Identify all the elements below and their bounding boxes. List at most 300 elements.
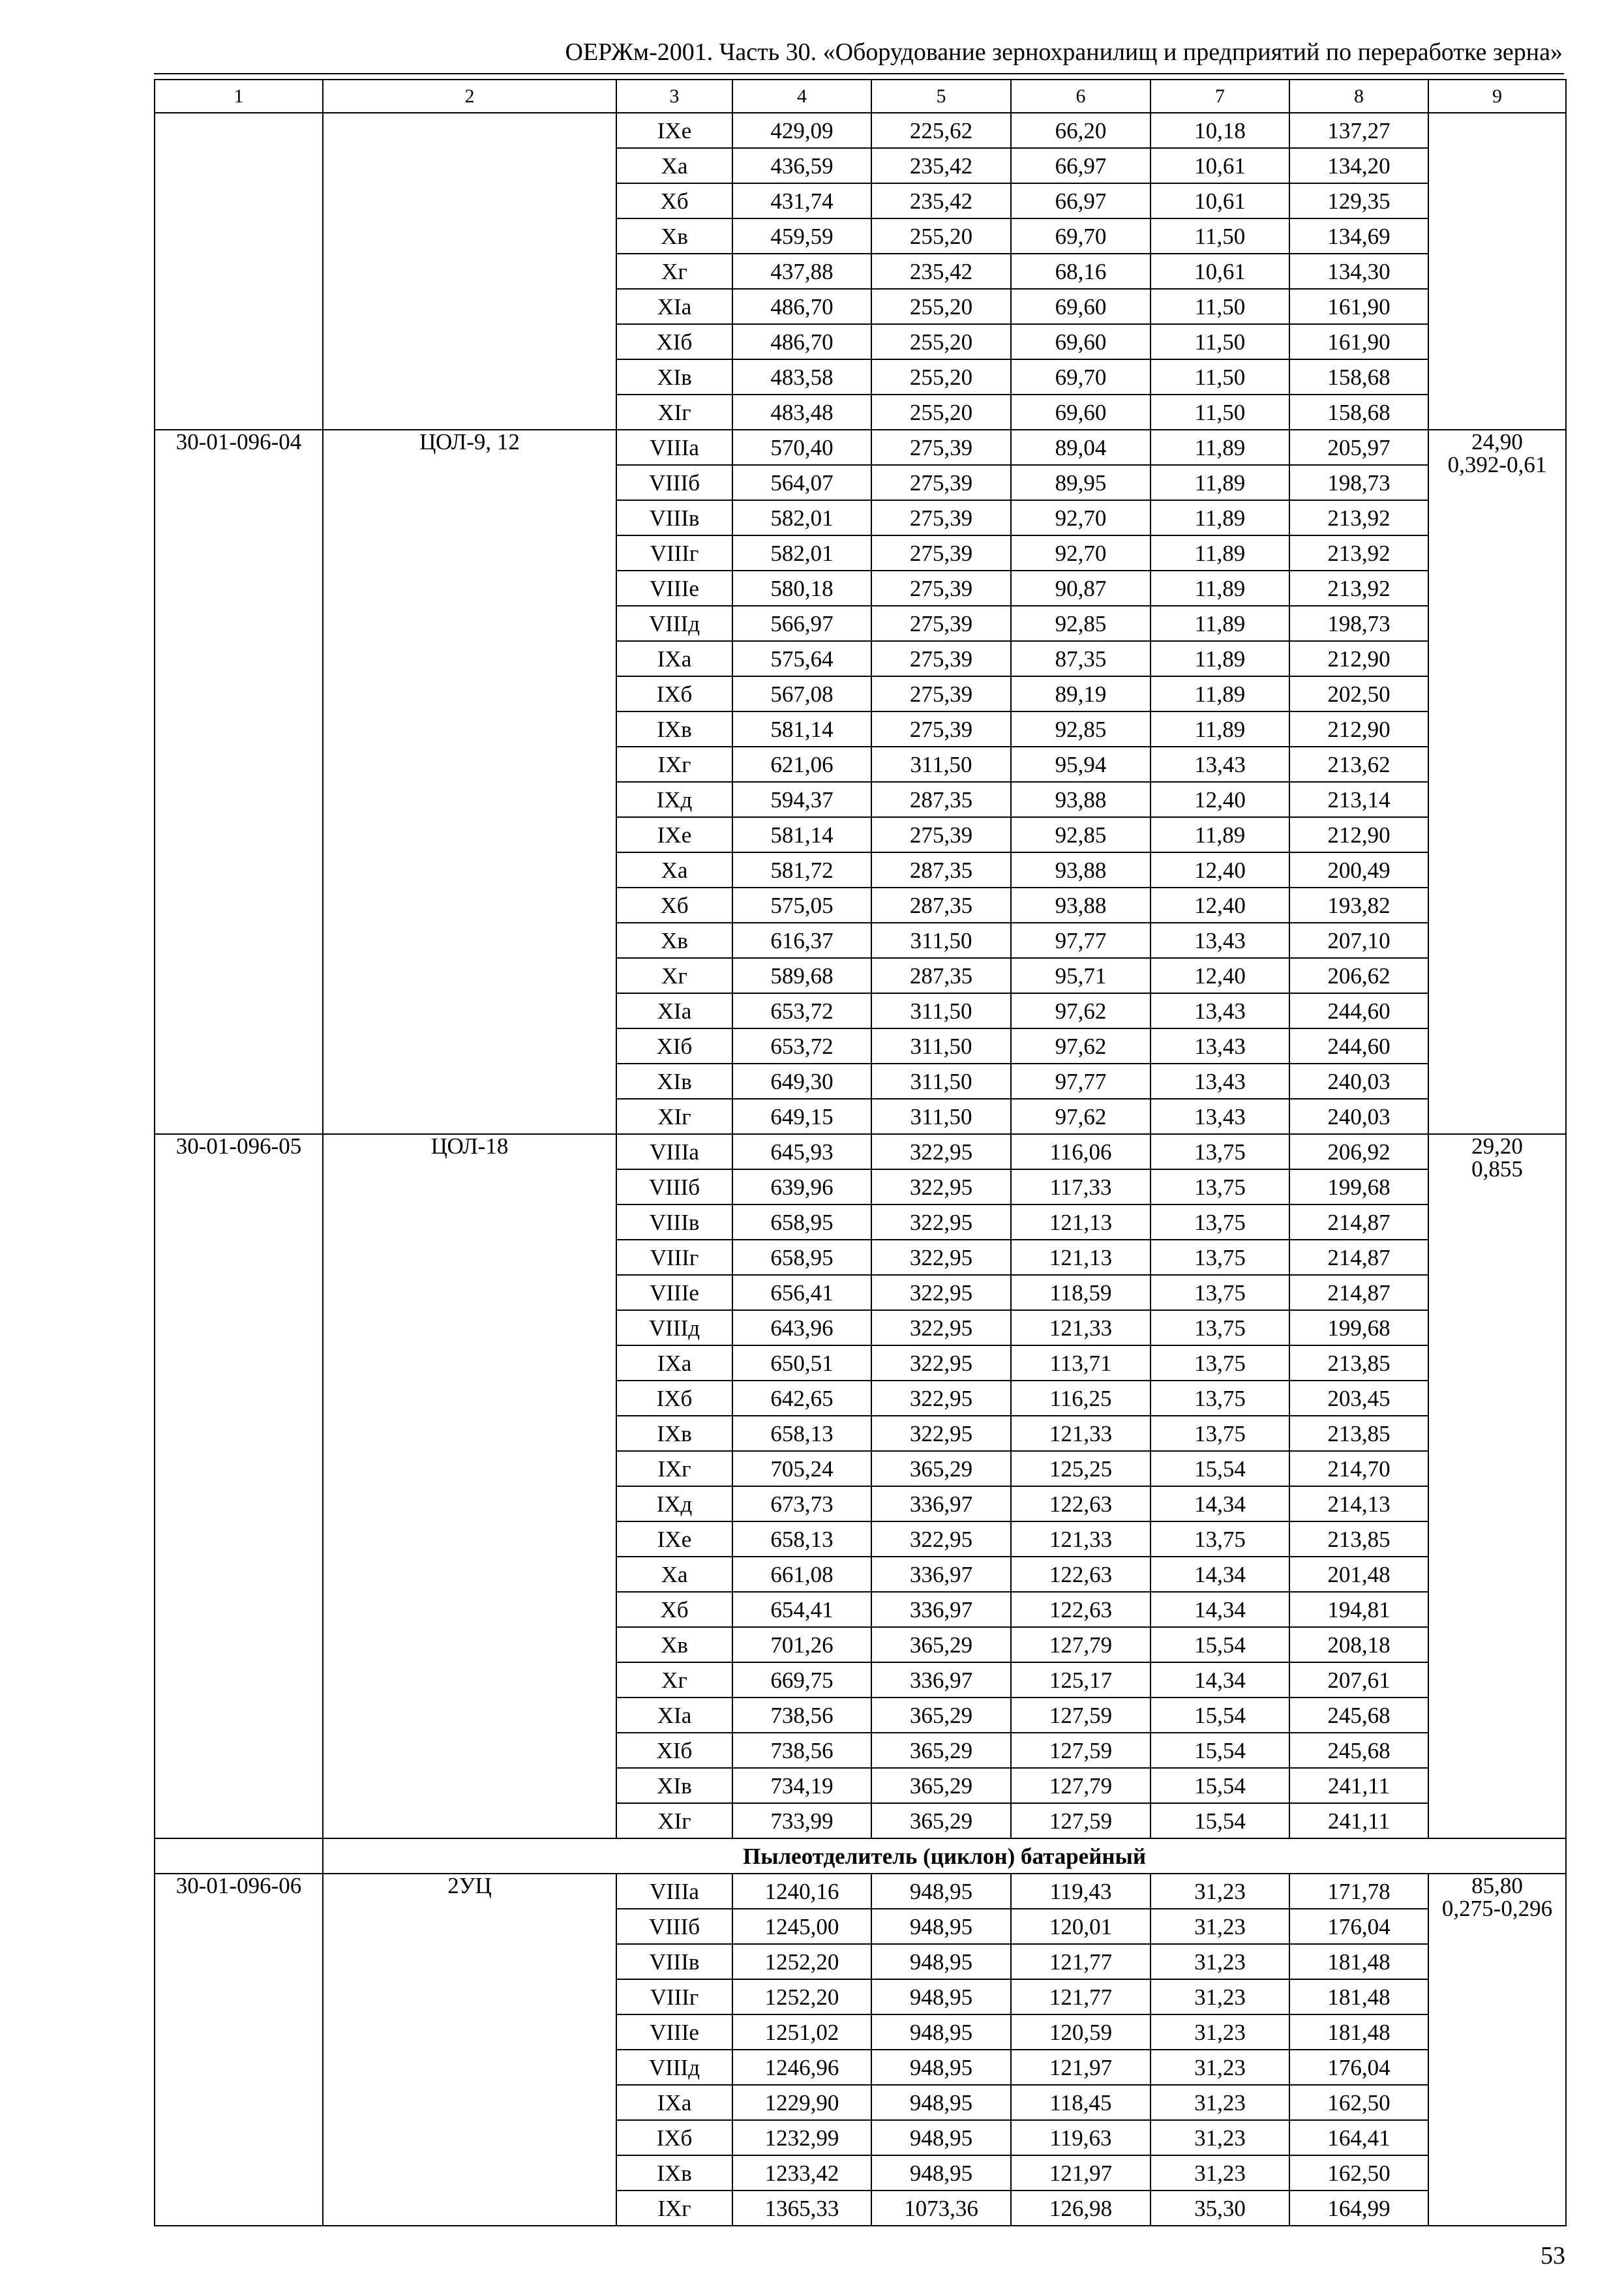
value-cell: 1073,36 bbox=[871, 2191, 1011, 2226]
value-cell: 11,50 bbox=[1150, 218, 1289, 254]
empty-cell bbox=[155, 1838, 323, 1874]
zone-cell: XIг bbox=[616, 1803, 732, 1838]
weight-cell bbox=[1428, 430, 1566, 1134]
value-cell: 948,95 bbox=[871, 2014, 1011, 2050]
value-cell: 322,95 bbox=[871, 1310, 1011, 1345]
zone-cell: Xа bbox=[616, 148, 732, 183]
value-cell: 193,82 bbox=[1289, 888, 1428, 923]
value-cell: 653,72 bbox=[732, 1028, 871, 1064]
value-cell: 13,43 bbox=[1150, 1028, 1289, 1064]
zone-cell: VIIIд bbox=[616, 606, 732, 641]
value-cell: 733,99 bbox=[732, 1803, 871, 1838]
equipment-name bbox=[323, 113, 616, 430]
value-cell: 127,59 bbox=[1011, 1803, 1150, 1838]
equipment-name: ЦОЛ-18 bbox=[323, 1134, 616, 1838]
value-cell: 255,20 bbox=[871, 359, 1011, 395]
value-cell: 275,39 bbox=[871, 465, 1011, 500]
value-cell: 171,78 bbox=[1289, 1874, 1428, 1909]
value-cell: 275,39 bbox=[871, 817, 1011, 852]
value-cell: 1240,16 bbox=[732, 1874, 871, 1909]
zone-cell: Xа bbox=[616, 1557, 732, 1592]
value-cell: 948,95 bbox=[871, 1874, 1011, 1909]
value-cell: 575,05 bbox=[732, 888, 871, 923]
value-cell: 158,68 bbox=[1289, 359, 1428, 395]
value-cell: 214,87 bbox=[1289, 1275, 1428, 1310]
value-cell: 11,50 bbox=[1150, 289, 1289, 324]
value-cell: 181,48 bbox=[1289, 1944, 1428, 1979]
value-cell: 200,49 bbox=[1289, 852, 1428, 888]
zone-cell: VIIIв bbox=[616, 1944, 732, 1979]
weight-value: 0,275-0,296 bbox=[1441, 1896, 1553, 1921]
zone-cell: VIIIб bbox=[616, 1909, 732, 1944]
value-cell: 275,39 bbox=[871, 641, 1011, 676]
value-cell: 15,54 bbox=[1150, 1768, 1289, 1803]
column-number: 3 bbox=[616, 80, 732, 113]
value-cell: 205,97 bbox=[1289, 430, 1428, 465]
value-cell: 1246,96 bbox=[732, 2050, 871, 2085]
value-cell: 235,42 bbox=[871, 254, 1011, 289]
weight-cell bbox=[1428, 113, 1566, 430]
value-cell: 654,41 bbox=[732, 1592, 871, 1627]
zone-cell: VIIIе bbox=[616, 571, 732, 606]
value-cell: 244,60 bbox=[1289, 993, 1428, 1028]
value-cell: 241,11 bbox=[1289, 1803, 1428, 1838]
value-cell: 13,75 bbox=[1150, 1521, 1289, 1557]
zone-cell: VIIIг bbox=[616, 1979, 732, 2014]
value-cell: 322,95 bbox=[871, 1345, 1011, 1381]
value-cell: 92,70 bbox=[1011, 535, 1150, 571]
value-cell: 645,93 bbox=[732, 1134, 871, 1169]
value-cell: 137,27 bbox=[1289, 113, 1428, 148]
column-number: 4 bbox=[732, 80, 871, 113]
value-cell: 120,59 bbox=[1011, 2014, 1150, 2050]
value-cell: 11,89 bbox=[1150, 711, 1289, 747]
value-cell: 97,62 bbox=[1011, 993, 1150, 1028]
zone-cell: VIIIб bbox=[616, 1169, 732, 1204]
value-cell: 14,34 bbox=[1150, 1557, 1289, 1592]
value-cell: 213,85 bbox=[1289, 1345, 1428, 1381]
weight-value: 29,20 bbox=[1471, 1134, 1523, 1159]
value-cell: 206,92 bbox=[1289, 1134, 1428, 1169]
value-cell: 639,96 bbox=[732, 1169, 871, 1204]
value-cell: 12,40 bbox=[1150, 782, 1289, 817]
value-cell: 311,50 bbox=[871, 1028, 1011, 1064]
weight-value: 85,80 bbox=[1471, 1874, 1523, 1898]
value-cell: 336,97 bbox=[871, 1592, 1011, 1627]
value-cell: 14,34 bbox=[1150, 1486, 1289, 1521]
value-cell: 90,87 bbox=[1011, 571, 1150, 606]
zone-cell: XIв bbox=[616, 1064, 732, 1099]
value-cell: 244,60 bbox=[1289, 1028, 1428, 1064]
value-cell: 92,85 bbox=[1011, 817, 1150, 852]
value-cell: 581,14 bbox=[732, 817, 871, 852]
value-cell: 11,89 bbox=[1150, 641, 1289, 676]
value-cell: 643,96 bbox=[732, 1310, 871, 1345]
value-cell: 122,63 bbox=[1011, 1592, 1150, 1627]
value-cell: 673,73 bbox=[732, 1486, 871, 1521]
value-cell: 322,95 bbox=[871, 1416, 1011, 1451]
value-cell: 119,43 bbox=[1011, 1874, 1150, 1909]
value-cell: 311,50 bbox=[871, 1099, 1011, 1134]
value-cell: 89,19 bbox=[1011, 676, 1150, 711]
value-cell: 311,50 bbox=[871, 993, 1011, 1028]
rate-code: 30-01-096-05 bbox=[155, 1134, 323, 1838]
value-cell: 117,33 bbox=[1011, 1169, 1150, 1204]
value-cell: 13,43 bbox=[1150, 923, 1289, 958]
value-cell: 119,63 bbox=[1011, 2120, 1150, 2155]
value-cell: 127,59 bbox=[1011, 1733, 1150, 1768]
weight-cell bbox=[1428, 1134, 1566, 1838]
zone-cell: Xг bbox=[616, 254, 732, 289]
value-cell: 31,23 bbox=[1150, 2155, 1289, 2191]
value-cell: 255,20 bbox=[871, 289, 1011, 324]
value-cell: 31,23 bbox=[1150, 2050, 1289, 2085]
value-cell: 311,50 bbox=[871, 923, 1011, 958]
value-cell: 483,58 bbox=[732, 359, 871, 395]
column-number: 6 bbox=[1011, 80, 1150, 113]
value-cell: 567,08 bbox=[732, 676, 871, 711]
value-cell: 322,95 bbox=[871, 1381, 1011, 1416]
value-cell: 948,95 bbox=[871, 2120, 1011, 2155]
value-cell: 206,62 bbox=[1289, 958, 1428, 993]
value-cell: 207,61 bbox=[1289, 1662, 1428, 1698]
value-cell: 214,70 bbox=[1289, 1451, 1428, 1486]
zone-cell: VIIIа bbox=[616, 1134, 732, 1169]
value-cell: 486,70 bbox=[732, 289, 871, 324]
value-cell: 656,41 bbox=[732, 1275, 871, 1310]
value-cell: 642,65 bbox=[732, 1381, 871, 1416]
value-cell: 575,64 bbox=[732, 641, 871, 676]
value-cell: 287,35 bbox=[871, 852, 1011, 888]
value-cell: 212,90 bbox=[1289, 711, 1428, 747]
value-cell: 93,88 bbox=[1011, 782, 1150, 817]
value-cell: 738,56 bbox=[732, 1698, 871, 1733]
value-cell: 113,71 bbox=[1011, 1345, 1150, 1381]
value-cell: 431,74 bbox=[732, 183, 871, 218]
value-cell: 97,62 bbox=[1011, 1099, 1150, 1134]
zone-cell: VIIIг bbox=[616, 1240, 732, 1275]
value-cell: 31,23 bbox=[1150, 1909, 1289, 1944]
zone-cell: Xв bbox=[616, 218, 732, 254]
value-cell: 661,08 bbox=[732, 1557, 871, 1592]
value-cell: 365,29 bbox=[871, 1627, 1011, 1662]
value-cell: 241,11 bbox=[1289, 1768, 1428, 1803]
value-cell: 68,16 bbox=[1011, 254, 1150, 289]
value-cell: 199,68 bbox=[1289, 1169, 1428, 1204]
value-cell: 621,06 bbox=[732, 747, 871, 782]
value-cell: 118,59 bbox=[1011, 1275, 1150, 1310]
value-cell: 158,68 bbox=[1289, 395, 1428, 430]
value-cell: 95,94 bbox=[1011, 747, 1150, 782]
value-cell: 322,95 bbox=[871, 1169, 1011, 1204]
value-cell: 208,18 bbox=[1289, 1627, 1428, 1662]
value-cell: 213,92 bbox=[1289, 571, 1428, 606]
value-cell: 213,92 bbox=[1289, 535, 1428, 571]
value-cell: 12,40 bbox=[1150, 852, 1289, 888]
value-cell: 13,75 bbox=[1150, 1275, 1289, 1310]
value-cell: 162,50 bbox=[1289, 2155, 1428, 2191]
zone-cell: IXб bbox=[616, 1381, 732, 1416]
value-cell: 31,23 bbox=[1150, 2014, 1289, 2050]
value-cell: 948,95 bbox=[871, 1979, 1011, 2014]
value-cell: 15,54 bbox=[1150, 1733, 1289, 1768]
zone-cell: VIIIе bbox=[616, 1275, 732, 1310]
value-cell: 14,34 bbox=[1150, 1662, 1289, 1698]
value-cell: 162,50 bbox=[1289, 2085, 1428, 2120]
value-cell: 213,85 bbox=[1289, 1521, 1428, 1557]
value-cell: 207,10 bbox=[1289, 923, 1428, 958]
value-cell: 11,89 bbox=[1150, 676, 1289, 711]
value-cell: 97,77 bbox=[1011, 1064, 1150, 1099]
value-cell: 120,01 bbox=[1011, 1909, 1150, 1944]
value-cell: 365,29 bbox=[871, 1768, 1011, 1803]
table-row bbox=[155, 1134, 1566, 1169]
table-row bbox=[155, 1874, 1566, 1909]
value-cell: 15,54 bbox=[1150, 1627, 1289, 1662]
value-cell: 948,95 bbox=[871, 1909, 1011, 1944]
value-cell: 69,60 bbox=[1011, 324, 1150, 359]
value-cell: 11,89 bbox=[1150, 535, 1289, 571]
value-cell: 336,97 bbox=[871, 1557, 1011, 1592]
value-cell: 199,68 bbox=[1289, 1310, 1428, 1345]
value-cell: 213,92 bbox=[1289, 500, 1428, 535]
value-cell: 122,63 bbox=[1011, 1486, 1150, 1521]
value-cell: 97,62 bbox=[1011, 1028, 1150, 1064]
zone-cell: VIIIв bbox=[616, 500, 732, 535]
zone-cell: IXе bbox=[616, 113, 732, 148]
zone-cell: IXб bbox=[616, 2120, 732, 2155]
value-cell: 365,29 bbox=[871, 1698, 1011, 1733]
value-cell: 322,95 bbox=[871, 1204, 1011, 1240]
zone-cell: XIа bbox=[616, 1698, 732, 1733]
value-cell: 566,97 bbox=[732, 606, 871, 641]
value-cell: 116,06 bbox=[1011, 1134, 1150, 1169]
value-cell: 580,18 bbox=[732, 571, 871, 606]
value-cell: 214,13 bbox=[1289, 1486, 1428, 1521]
value-cell: 213,62 bbox=[1289, 747, 1428, 782]
value-cell: 616,37 bbox=[732, 923, 871, 958]
value-cell: 118,45 bbox=[1011, 2085, 1150, 2120]
value-cell: 31,23 bbox=[1150, 1979, 1289, 2014]
value-cell: 93,88 bbox=[1011, 888, 1150, 923]
zone-cell: XIв bbox=[616, 359, 732, 395]
value-cell: 134,20 bbox=[1289, 148, 1428, 183]
value-cell: 322,95 bbox=[871, 1521, 1011, 1557]
value-cell: 240,03 bbox=[1289, 1064, 1428, 1099]
value-cell: 13,75 bbox=[1150, 1204, 1289, 1240]
value-cell: 127,59 bbox=[1011, 1698, 1150, 1733]
value-cell: 564,07 bbox=[732, 465, 871, 500]
zone-cell: IXв bbox=[616, 2155, 732, 2191]
value-cell: 311,50 bbox=[871, 1064, 1011, 1099]
value-cell: 11,89 bbox=[1150, 571, 1289, 606]
value-cell: 134,69 bbox=[1289, 218, 1428, 254]
zone-cell: Xб bbox=[616, 888, 732, 923]
value-cell: 287,35 bbox=[871, 958, 1011, 993]
value-cell: 125,25 bbox=[1011, 1451, 1150, 1486]
value-cell: 12,40 bbox=[1150, 888, 1289, 923]
value-cell: 176,04 bbox=[1289, 2050, 1428, 2085]
table-row bbox=[155, 430, 1566, 465]
value-cell: 69,70 bbox=[1011, 218, 1150, 254]
value-cell: 203,45 bbox=[1289, 1381, 1428, 1416]
value-cell: 255,20 bbox=[871, 395, 1011, 430]
value-cell: 12,40 bbox=[1150, 958, 1289, 993]
value-cell: 1252,20 bbox=[732, 1979, 871, 2014]
value-cell: 10,18 bbox=[1150, 113, 1289, 148]
value-cell: 486,70 bbox=[732, 324, 871, 359]
value-cell: 11,89 bbox=[1150, 465, 1289, 500]
value-cell: 93,88 bbox=[1011, 852, 1150, 888]
zone-cell: Xг bbox=[616, 958, 732, 993]
value-cell: 705,24 bbox=[732, 1451, 871, 1486]
weight-cell bbox=[1428, 1874, 1566, 2226]
value-cell: 15,54 bbox=[1150, 1803, 1289, 1838]
value-cell: 121,77 bbox=[1011, 1944, 1150, 1979]
value-cell: 121,13 bbox=[1011, 1240, 1150, 1275]
value-cell: 214,87 bbox=[1289, 1204, 1428, 1240]
value-cell: 10,61 bbox=[1150, 254, 1289, 289]
value-cell: 275,39 bbox=[871, 535, 1011, 571]
value-cell: 66,97 bbox=[1011, 183, 1150, 218]
value-cell: 121,77 bbox=[1011, 1979, 1150, 2014]
value-cell: 10,61 bbox=[1150, 148, 1289, 183]
value-cell: 13,43 bbox=[1150, 1064, 1289, 1099]
value-cell: 13,75 bbox=[1150, 1134, 1289, 1169]
value-cell: 570,40 bbox=[732, 430, 871, 465]
document-header: ОЕРЖм-2001. Часть 30. «Оборудование зернохранилищ и предприятий по переработке зерна» bbox=[565, 38, 1563, 66]
value-cell: 164,41 bbox=[1289, 2120, 1428, 2155]
zone-cell: XIг bbox=[616, 395, 732, 430]
zone-cell: XIб bbox=[616, 324, 732, 359]
value-cell: 589,68 bbox=[732, 958, 871, 993]
section-row bbox=[155, 1838, 1566, 1874]
value-cell: 437,88 bbox=[732, 254, 871, 289]
zone-cell: IXд bbox=[616, 1486, 732, 1521]
value-cell: 11,50 bbox=[1150, 324, 1289, 359]
column-number-row bbox=[155, 80, 1566, 113]
value-cell: 658,13 bbox=[732, 1521, 871, 1557]
value-cell: 948,95 bbox=[871, 2050, 1011, 2085]
value-cell: 255,20 bbox=[871, 324, 1011, 359]
value-cell: 122,63 bbox=[1011, 1557, 1150, 1592]
value-cell: 198,73 bbox=[1289, 606, 1428, 641]
value-cell: 66,97 bbox=[1011, 148, 1150, 183]
value-cell: 322,95 bbox=[871, 1240, 1011, 1275]
value-cell: 97,77 bbox=[1011, 923, 1150, 958]
value-cell: 436,59 bbox=[732, 148, 871, 183]
zone-cell: IXв bbox=[616, 1416, 732, 1451]
value-cell: 35,30 bbox=[1150, 2191, 1289, 2226]
rate-code: 30-01-096-04 bbox=[155, 430, 323, 1134]
zone-cell: XIа bbox=[616, 289, 732, 324]
value-cell: 235,42 bbox=[871, 183, 1011, 218]
column-number: 5 bbox=[871, 80, 1011, 113]
zone-cell: VIIIд bbox=[616, 1310, 732, 1345]
value-cell: 649,30 bbox=[732, 1064, 871, 1099]
value-cell: 336,97 bbox=[871, 1486, 1011, 1521]
table-row bbox=[155, 113, 1566, 148]
value-cell: 1233,42 bbox=[732, 2155, 871, 2191]
weight-value: 24,90 bbox=[1471, 430, 1523, 455]
value-cell: 66,20 bbox=[1011, 113, 1150, 148]
zone-cell: Xа bbox=[616, 852, 732, 888]
value-cell: 336,97 bbox=[871, 1662, 1011, 1698]
value-cell: 11,89 bbox=[1150, 500, 1289, 535]
value-cell: 245,68 bbox=[1289, 1698, 1428, 1733]
value-cell: 121,97 bbox=[1011, 2050, 1150, 2085]
value-cell: 275,39 bbox=[871, 676, 1011, 711]
value-cell: 202,50 bbox=[1289, 676, 1428, 711]
value-cell: 69,60 bbox=[1011, 395, 1150, 430]
zone-cell: IXг bbox=[616, 2191, 732, 2226]
value-cell: 287,35 bbox=[871, 782, 1011, 817]
value-cell: 701,26 bbox=[732, 1627, 871, 1662]
zone-cell: XIб bbox=[616, 1733, 732, 1768]
value-cell: 31,23 bbox=[1150, 1874, 1289, 1909]
value-cell: 594,37 bbox=[732, 782, 871, 817]
column-number: 8 bbox=[1289, 80, 1428, 113]
zone-cell: IXб bbox=[616, 676, 732, 711]
zone-cell: IXе bbox=[616, 1521, 732, 1557]
zone-cell: IXг bbox=[616, 1451, 732, 1486]
value-cell: 11,89 bbox=[1150, 606, 1289, 641]
value-cell: 127,79 bbox=[1011, 1768, 1150, 1803]
value-cell: 121,33 bbox=[1011, 1521, 1150, 1557]
zone-cell: VIIIа bbox=[616, 430, 732, 465]
rate-code: 30-01-096-06 bbox=[155, 1874, 323, 2226]
weight-value: 0,855 bbox=[1471, 1156, 1523, 1182]
zone-cell: IXе bbox=[616, 817, 732, 852]
column-number: 9 bbox=[1428, 80, 1566, 113]
value-cell: 13,43 bbox=[1150, 993, 1289, 1028]
value-cell: 121,33 bbox=[1011, 1310, 1150, 1345]
value-cell: 1245,00 bbox=[732, 1909, 871, 1944]
zone-cell: XIб bbox=[616, 1028, 732, 1064]
value-cell: 581,14 bbox=[732, 711, 871, 747]
value-cell: 164,99 bbox=[1289, 2191, 1428, 2226]
value-cell: 582,01 bbox=[732, 500, 871, 535]
section-title: Пылеотделитель (циклон) батарейный bbox=[323, 1838, 1566, 1874]
value-cell: 126,98 bbox=[1011, 2191, 1150, 2226]
value-cell: 121,13 bbox=[1011, 1204, 1150, 1240]
value-cell: 275,39 bbox=[871, 500, 1011, 535]
value-cell: 69,70 bbox=[1011, 359, 1150, 395]
value-cell: 213,14 bbox=[1289, 782, 1428, 817]
value-cell: 181,48 bbox=[1289, 1979, 1428, 2014]
value-cell: 13,75 bbox=[1150, 1381, 1289, 1416]
value-cell: 213,85 bbox=[1289, 1416, 1428, 1451]
value-cell: 125,17 bbox=[1011, 1662, 1150, 1698]
value-cell: 581,72 bbox=[732, 852, 871, 888]
value-cell: 121,33 bbox=[1011, 1416, 1150, 1451]
zone-cell: Xг bbox=[616, 1662, 732, 1698]
value-cell: 198,73 bbox=[1289, 465, 1428, 500]
value-cell: 275,39 bbox=[871, 606, 1011, 641]
zone-cell: VIIIа bbox=[616, 1874, 732, 1909]
value-cell: 287,35 bbox=[871, 888, 1011, 923]
rate-code bbox=[155, 113, 323, 430]
value-cell: 31,23 bbox=[1150, 1944, 1289, 1979]
rates-table bbox=[154, 79, 1567, 2226]
value-cell: 255,20 bbox=[871, 218, 1011, 254]
column-number: 1 bbox=[155, 80, 323, 113]
zone-cell: IXа bbox=[616, 1345, 732, 1381]
value-cell: 322,95 bbox=[871, 1275, 1011, 1310]
value-cell: 161,90 bbox=[1289, 324, 1428, 359]
value-cell: 649,15 bbox=[732, 1099, 871, 1134]
zone-cell: IXг bbox=[616, 747, 732, 782]
